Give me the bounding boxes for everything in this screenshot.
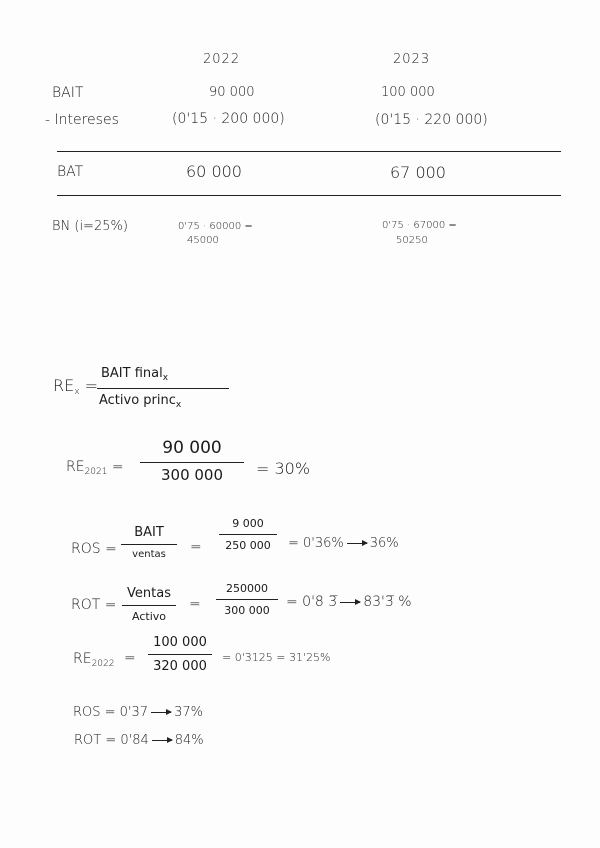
rot-equals: =: [189, 596, 201, 612]
ros-value-numerator: 9 000: [232, 517, 264, 530]
arrow-right-icon: [347, 543, 367, 544]
bait-label: BAIT: [52, 85, 84, 101]
re-x-numerator: BAIT final$_x$: [101, 366, 169, 383]
rot-numerator: Ventas: [127, 586, 171, 601]
bat-2022: 60 000: [186, 162, 242, 181]
ros-result: = 0'36% 36%: [288, 536, 399, 551]
bait-2022: 90 000: [209, 85, 255, 100]
re-x-lhs: $RE_x$ =: [53, 376, 99, 397]
fraction-bar: [148, 654, 212, 655]
re-2021-result: = 30%: [256, 459, 311, 478]
bn-2022-line2: 45000: [187, 235, 219, 246]
year-2023-header: 2023: [393, 52, 431, 67]
rot-denominator: Activo: [132, 610, 166, 623]
intereses-label: - Intereses: [45, 112, 119, 128]
ros-numerator: BAIT: [134, 525, 164, 540]
re-x-denominator: Activo princ$_x$: [99, 393, 182, 410]
fraction-bar: [97, 388, 229, 389]
ros-equals: =: [190, 539, 202, 555]
fraction-bar: [219, 534, 277, 535]
bat-2023: 67 000: [390, 163, 446, 182]
rot-lhs: ROT =: [71, 597, 117, 613]
rot-fraction: [122, 587, 176, 622]
arrow-right-icon: [151, 712, 171, 713]
bn-2023-line1: 0'75 · 67000 =: [382, 220, 457, 231]
ros-denominator: ventas: [132, 549, 166, 560]
re-2022-fraction: [148, 636, 212, 673]
fraction-bar: [216, 599, 278, 600]
rot-value-denominator: 300 000: [224, 604, 270, 617]
fraction-bar: [140, 462, 244, 463]
ros-2022: ROS = 0'37 37%: [73, 705, 203, 720]
intereses-2023: (0'15 · 220 000): [375, 112, 488, 128]
year-2022-header: 2022: [203, 52, 241, 67]
bn-2022-line1: 0'75 · 60000 =: [178, 221, 253, 232]
re-2021-fraction: [140, 440, 244, 483]
bn-2023-line2: 50250: [396, 235, 428, 246]
ros-fraction: [121, 526, 177, 560]
divider-bottom: [57, 195, 561, 196]
re-2021-numerator: 90 000: [162, 438, 222, 458]
re-2021-denominator: 300 000: [160, 466, 224, 484]
rot-result: = 0'8 3̅ 83'3̅ %: [286, 594, 412, 610]
rot-2022: ROT = 0'84 84%: [74, 733, 204, 748]
bat-label: BAT: [57, 164, 84, 180]
bait-2023: 100 000: [381, 85, 435, 100]
bn-label: BN (i=25%): [52, 219, 128, 234]
ros-value-denominator: 250 000: [225, 539, 271, 552]
fraction-bar: [122, 605, 176, 606]
rot-value-numerator: 250000: [226, 582, 268, 595]
re-2022-equals: =: [124, 650, 136, 666]
re-2022-denominator: 320 000: [153, 659, 207, 674]
re-2022-numerator: 100 000: [153, 635, 207, 650]
ros-lhs: ROS =: [71, 541, 117, 557]
re-2022-lhs: $RE_{2022}$: [73, 651, 115, 669]
fraction-bar: [121, 544, 177, 545]
arrow-right-icon: [340, 602, 360, 603]
arrow-right-icon: [152, 740, 172, 741]
re-2021-lhs: $RE_{2021}$ =: [66, 459, 124, 477]
intereses-2022: (0'15 · 200 000): [172, 111, 285, 127]
rot-value-fraction: [216, 583, 278, 616]
divider-top: [57, 151, 561, 152]
ros-value-fraction: [219, 518, 277, 551]
re-2022-result: = 0'3125 = 31'25%: [222, 651, 331, 664]
re-x-fraction: [97, 367, 229, 410]
